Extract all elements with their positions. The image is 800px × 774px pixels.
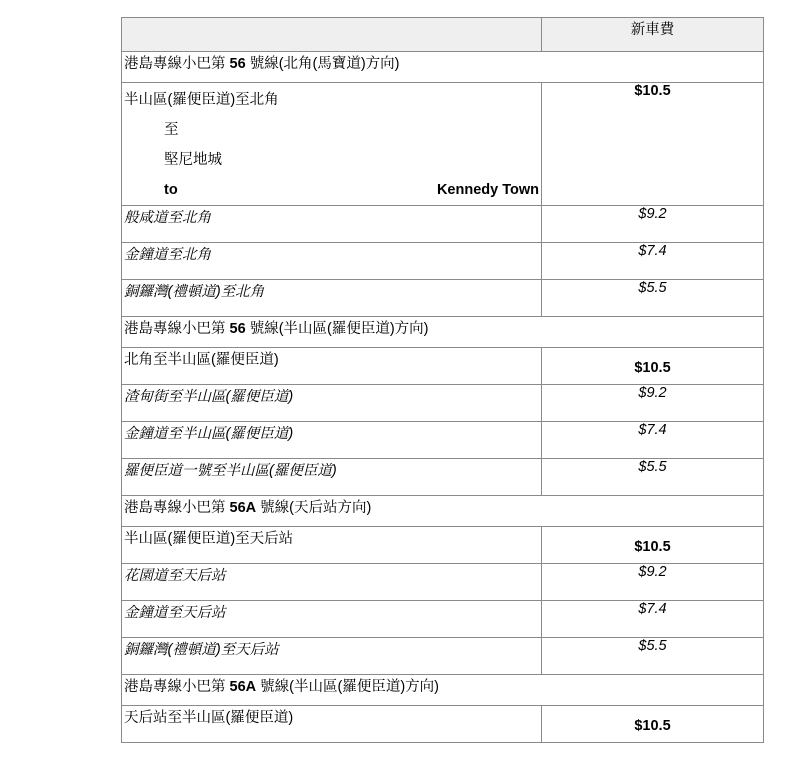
table-row	[122, 706, 764, 743]
fare-cell: $10.5	[542, 706, 764, 743]
fare-cell: $10.5	[542, 348, 764, 385]
fare-cell: $10.5	[542, 83, 764, 206]
stop-cell: 渣甸街至半山區(羅便臣道)	[122, 385, 542, 422]
stop-cell: 金鐘道至天后站	[122, 601, 542, 638]
stop-cell: 天后站至半山區(羅便臣道)	[122, 706, 542, 743]
route-cell	[122, 83, 542, 206]
fare-cell: $9.2	[542, 206, 764, 243]
section-title: 港島專線小巴第 56 號線(半山區(羅便臣道)方向)	[122, 317, 764, 348]
route-line-1: 半山區(羅便臣道)至北角	[124, 92, 279, 108]
fare-cell: $5.5	[542, 638, 764, 675]
table-row	[122, 564, 764, 601]
section-title: 港島專線小巴第 56A 號線(半山區(羅便臣道)方向)	[122, 675, 764, 706]
section-title: 港島專線小巴第 56A 號線(天后站方向)	[122, 496, 764, 527]
stop-cell: 般咸道至北角	[122, 206, 542, 243]
table-row	[122, 422, 764, 459]
fare-cell: $9.2	[542, 385, 764, 422]
header-blank-cell	[122, 18, 542, 52]
fare-table	[121, 17, 764, 743]
header-fare: 新車費	[542, 18, 764, 52]
fare-cell: $7.4	[542, 601, 764, 638]
fare-cell: $9.2	[542, 564, 764, 601]
stop-cell: 銅鑼灣(禮頓道)至天后站	[122, 638, 542, 675]
table-row	[122, 385, 764, 422]
table-row	[122, 243, 764, 280]
stop-cell: 半山區(羅便臣道)至天后站	[122, 527, 542, 564]
section-header-row	[122, 496, 764, 527]
table-header-row	[122, 18, 764, 52]
section-header-row	[122, 317, 764, 348]
fare-cell: $7.4	[542, 243, 764, 280]
section-title: 港島專線小巴第 56 號線(北角(馬寶道)方向)	[122, 52, 764, 83]
table-row	[122, 638, 764, 675]
route-line-4: to Kennedy Town	[164, 182, 539, 198]
stop-cell: 金鐘道至半山區(羅便臣道)	[122, 422, 542, 459]
stop-cell: 北角至半山區(羅便臣道)	[122, 348, 542, 385]
fare-cell: $10.5	[542, 527, 764, 564]
stop-cell: 羅便臣道一號至半山區(羅便臣道)	[122, 459, 542, 496]
table-row	[122, 83, 764, 206]
table-row	[122, 206, 764, 243]
table-row	[122, 348, 764, 385]
section-header-row	[122, 52, 764, 83]
stop-cell: 花園道至天后站	[122, 564, 542, 601]
table-row	[122, 459, 764, 496]
route-line-2: 至	[164, 122, 179, 138]
route-line-3: 堅尼地城	[164, 152, 222, 168]
table-row	[122, 280, 764, 317]
table-row	[122, 527, 764, 564]
stop-cell: 金鐘道至北角	[122, 243, 542, 280]
section-header-row	[122, 675, 764, 706]
fare-cell: $5.5	[542, 459, 764, 496]
fare-cell: $7.4	[542, 422, 764, 459]
stop-cell: 銅鑼灣(禮頓道)至北角	[122, 280, 542, 317]
table-row	[122, 601, 764, 638]
fare-cell: $5.5	[542, 280, 764, 317]
